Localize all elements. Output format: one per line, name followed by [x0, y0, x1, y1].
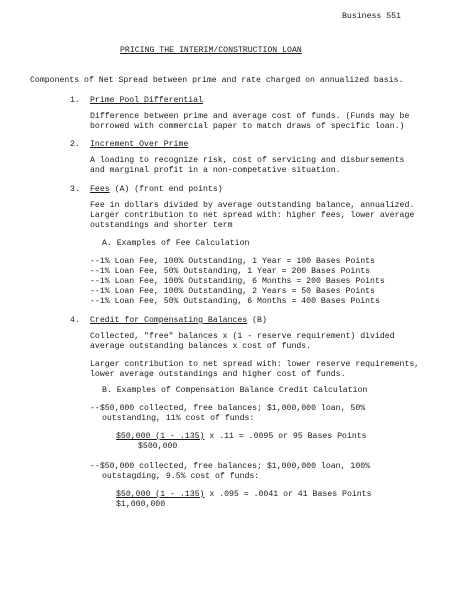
comp-example-formula [116, 432, 367, 442]
comp-example-line: --$50,000 collected, free balances; $1,000,000 loan, 50% [90, 404, 366, 413]
section-3-heading-suffix: (A) (front end points) [109, 185, 223, 194]
section-1-number: 1. [70, 96, 80, 105]
section-2-body-line: A loading to recognize risk, cost of servicing and disbursements [90, 156, 405, 165]
formula-numerator: $50,000 (1 - .135) [116, 432, 205, 441]
section-3-body-line: outstandings and shorter term [90, 221, 233, 230]
section-3-heading: Fees [90, 185, 110, 194]
formula-result: x .095 = .0041 or 41 Bases Points [204, 490, 372, 499]
section-2-number: 2. [70, 140, 80, 149]
section-3-heading-line [90, 185, 223, 195]
section-3-body-line: Larger contribution to net spread with: higher fees, lower average [90, 211, 415, 220]
comp-example-line: outstagding, 9.5% cost of funds: [102, 472, 260, 481]
compensation-examples-heading: B. Examples of Compensation Balance Credit Calculation [102, 386, 368, 395]
formula-result: x .11 = .0095 or 95 Bases Points [204, 432, 367, 441]
comp-example-formula [116, 490, 372, 500]
section-3-body-line: Fee in dollars divided by average outstanding balance, annualized. [90, 201, 415, 210]
fee-example-line: --1% Loan Fee, 100% Outstanding, 6 Months = 200 Bases Points [90, 277, 385, 286]
fee-example-line: --1% Loan Fee, 50% Outstanding, 6 Months = 400 Bases Points [90, 297, 380, 306]
section-4-body2-line: Larger contribution to net spread with: lower reserve requirements, [90, 360, 420, 369]
section-2-body-line: and marginal profit in a non-competative situation. [90, 166, 341, 175]
comp-example-line: --$50,000 collected, free balances; $1,000,000 loan, 100% [90, 462, 371, 471]
formula-denominator: $500,000 [138, 442, 178, 451]
section-1-body-line: Difference between prime and average cost of funds. (Funds may be [90, 112, 410, 121]
section-4-body-line: average outstanding balances x cost of funds. [90, 342, 312, 351]
section-4-heading-line [90, 316, 267, 326]
section-2-heading: Increment Over Prime [90, 140, 189, 149]
fee-example-line: --1% Loan Fee, 100% Outstanding, 1 Year = 100 Bases Points [90, 257, 375, 266]
section-1-heading: Prime Pool Differential [90, 96, 204, 105]
formula-denominator: $1,000,000 [116, 500, 166, 509]
section-4-body2-line: lower average outstandings and higher cost of funds. [90, 370, 346, 379]
section-4-heading-suffix: (B) [247, 316, 267, 325]
section-4-body-line: Collected, "free" balances x (1 - reserve requirement) divided [90, 332, 395, 341]
intro-text: Components of Net Spread between prime and rate charged on annualized basis. [30, 76, 404, 85]
section-3-number: 3. [70, 185, 80, 194]
formula-numerator: $50,000 (1 - .135) [116, 490, 205, 499]
section-1-body-line: borrowed with commercial paper to match draws of specific loan.) [90, 122, 405, 131]
document-title: PRICING THE INTERIM/CONSTRUCTION LOAN [120, 46, 302, 55]
comp-example-line: outstanding, 11% cost of funds: [102, 414, 255, 423]
course-header: Business 551 [342, 12, 401, 21]
section-4-heading: Credit for Compensating Balances [90, 316, 248, 325]
section-4-number: 4. [70, 316, 80, 325]
fee-examples-heading: A. Examples of Fee Calculation [102, 239, 250, 248]
fee-example-line: --1% Loan Fee, 50% Outstanding, 1 Year = 200 Bases Points [90, 267, 371, 276]
fee-example-line: --1% Loan Fee, 100% Outstanding, 2 Years = 50 Bases Points [90, 287, 375, 296]
